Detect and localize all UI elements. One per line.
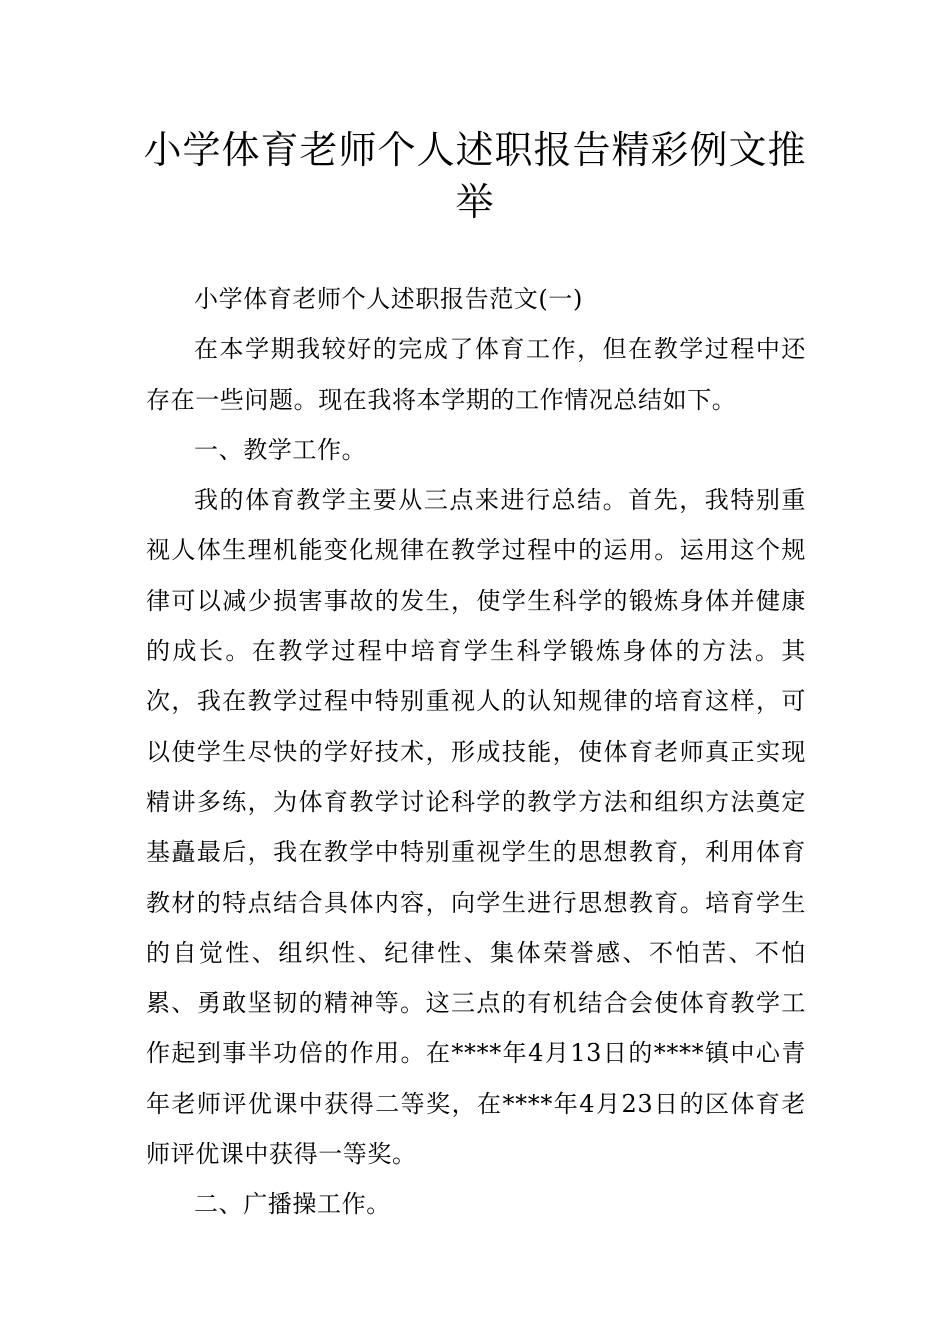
teaching-summary-paragraph: 我的体育教学主要从三点来进行总结。首先，我特别重视人体生理机能变化规律在教学过程中的运用。运用这个规律可以减少损害事故的发生，使学生科学的锻炼身体并健康的成长。在教学过程中培育学生科学锻炼身体的方法。其次，我在教学过程中特别重视人的认知规律的培育这样，可以使学生尽快的学好技术，形成技能，使体育老师真正实现精讲多练，为体育教学讨论科学的教学方法和组织方法奠定基矗最后，我在教学中特别重视学生的思想教育，利用体育教材的特点结合具体内容，向学生进行思想教育。培育学生的自觉性、组织性、纪律性、集体荣誉感、不怕苦、不怕累、勇敢坚韧的精神等。这三点的有机结合会使体育教学工作起到事半功倍的作用。在****年4月13日的****镇中心青年老师评优课中获得二等奖，在****年4月23日的区体育老师评优课中获得一等奖。 bbox=[146, 486, 806, 1169]
section-heading-broadcast-exercise: 二、广播操工作。 bbox=[194, 1190, 391, 1219]
document-body bbox=[146, 274, 806, 1230]
intro-paragraph: 在本学期我较好的完成了体育工作，但在教学过程中还存在一些问题。现在我将本学期的工作情况总结如下。 bbox=[146, 335, 806, 414]
document-title: 小学体育老师个人述职报告精彩例文推举 bbox=[143, 128, 807, 224]
section-heading-sample-one: 小学体育老师个人述职报告范文(一) bbox=[194, 285, 583, 313]
section-heading-teaching: 一、教学工作。 bbox=[194, 435, 367, 464]
